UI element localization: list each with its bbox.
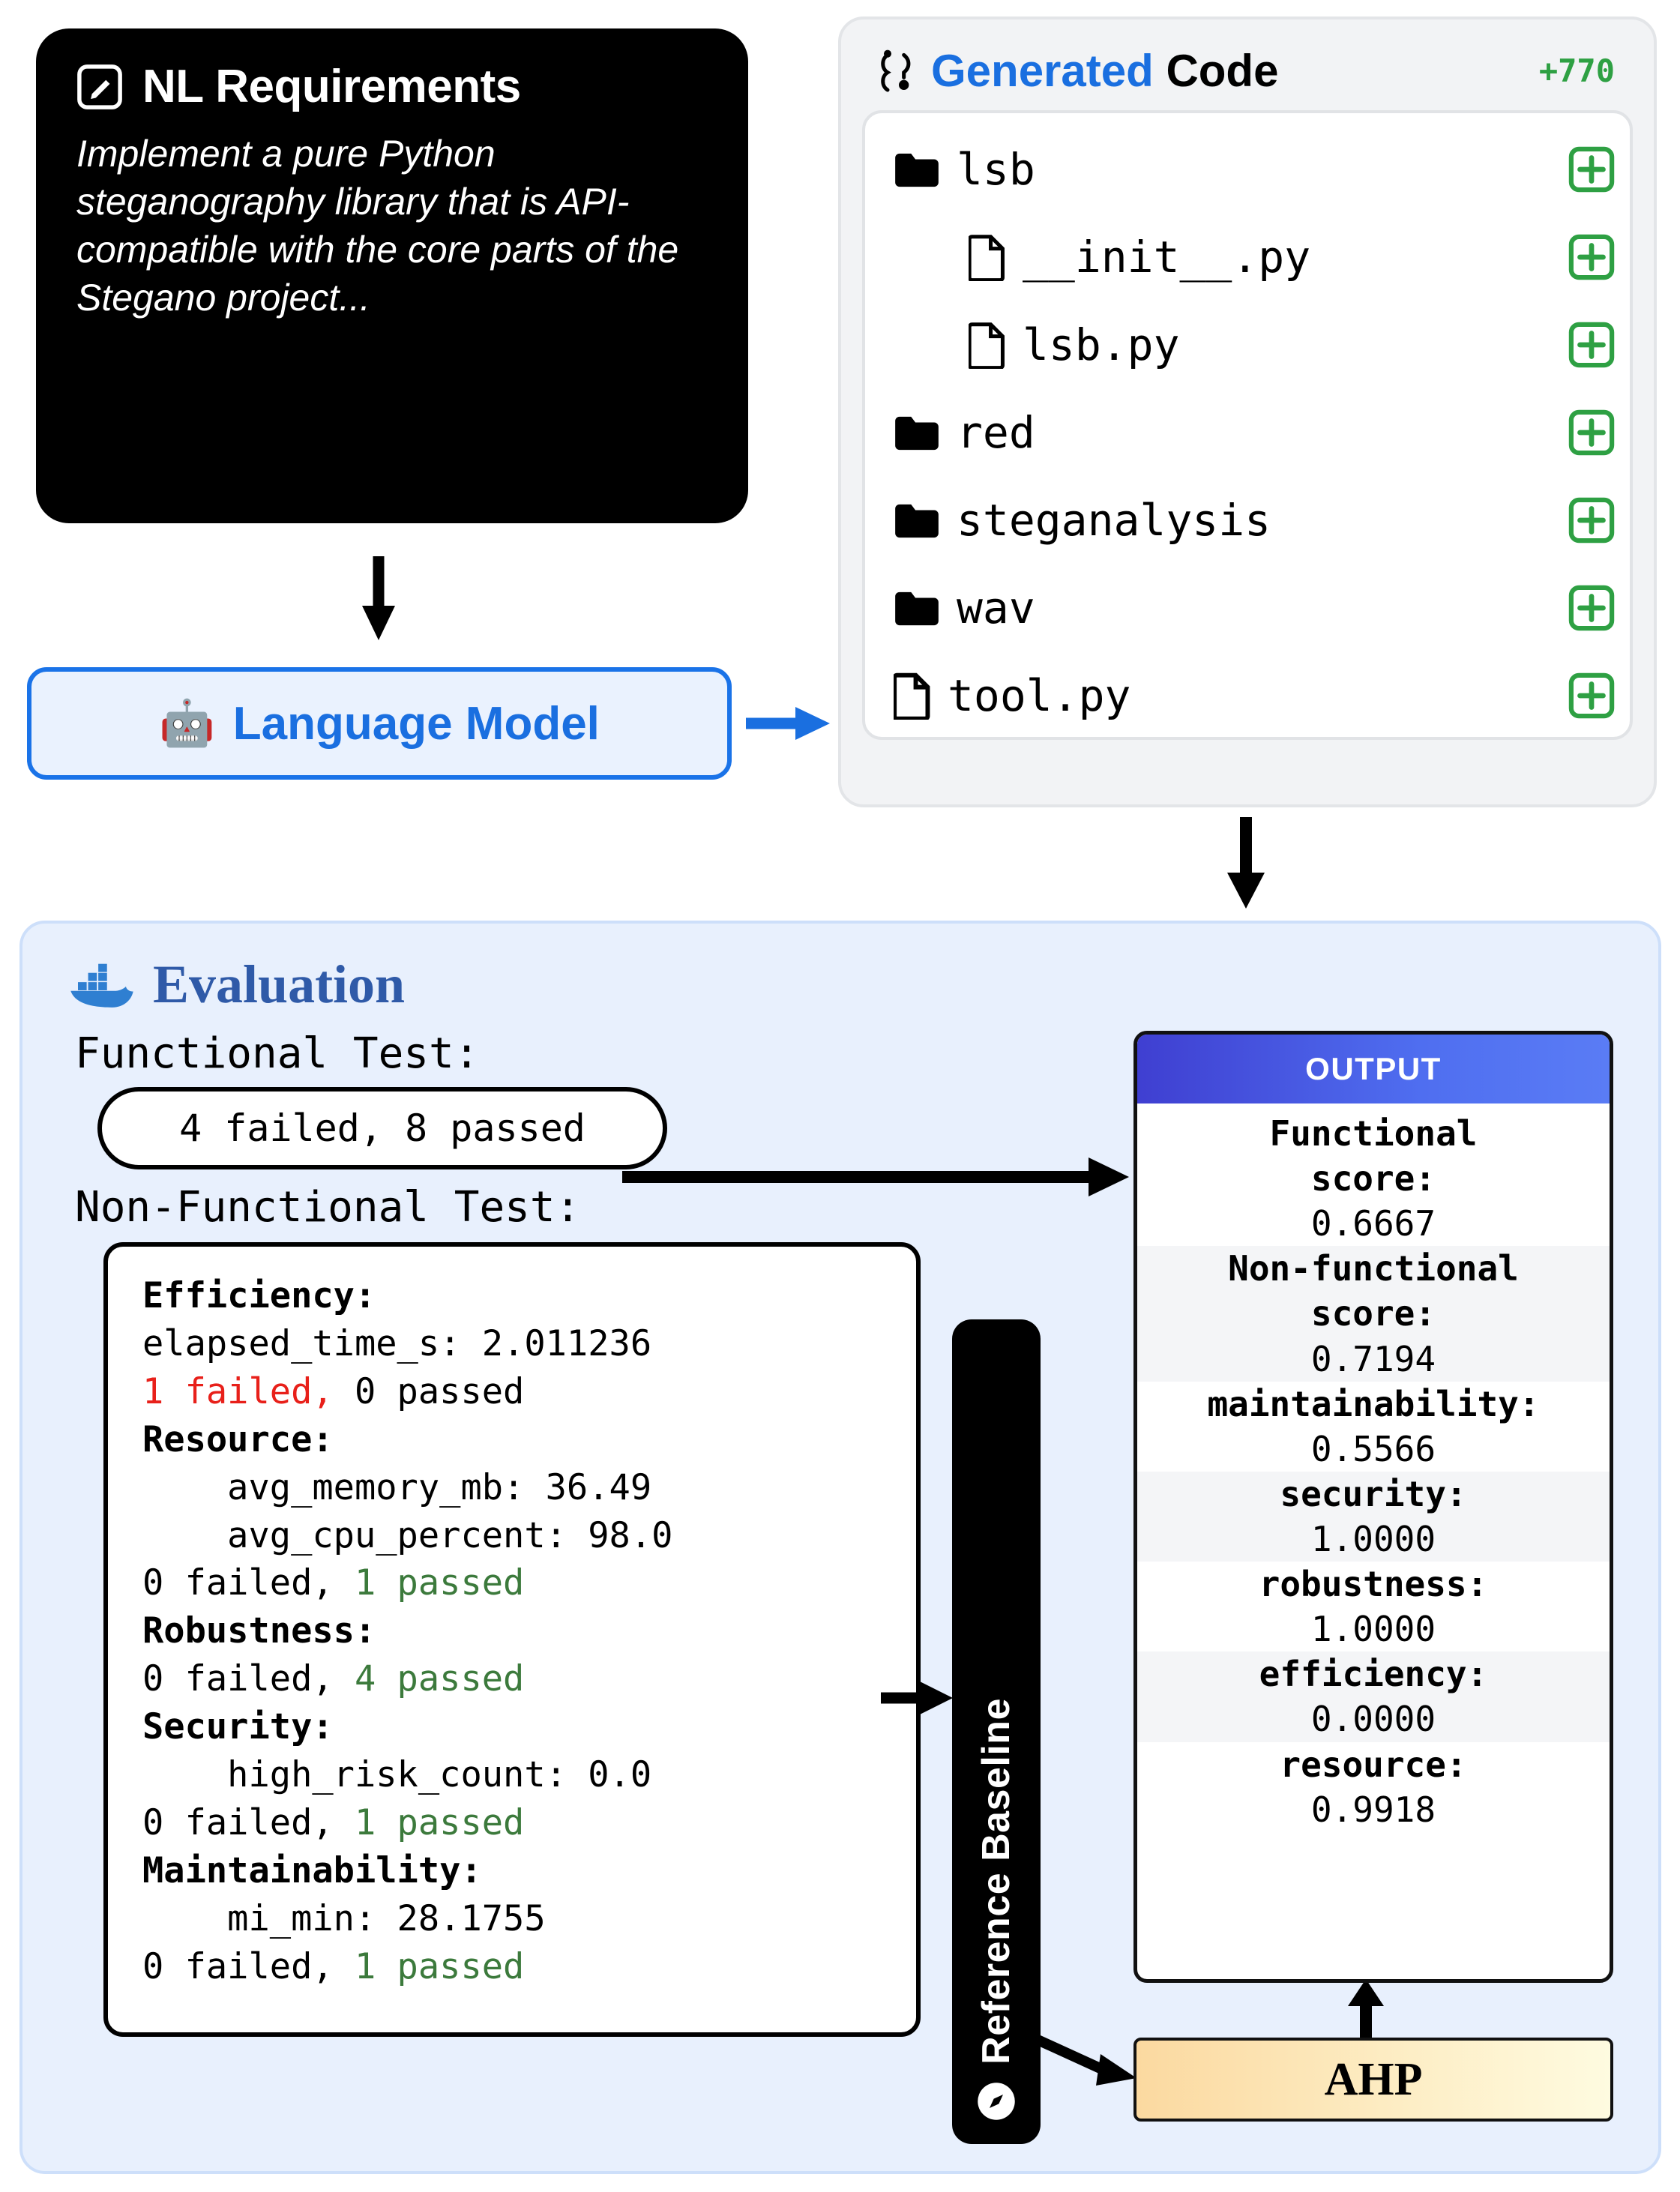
file-icon	[969, 233, 1006, 281]
add-file-icon[interactable]	[1568, 409, 1615, 456]
diff-count-badge: +770	[1538, 52, 1615, 89]
arrow-code-to-evaluation-icon	[1216, 817, 1276, 915]
nf-line: mi_min: 28.1755	[142, 1897, 546, 1939]
nf-failed-count: 0 failed,	[142, 1658, 355, 1700]
folder-icon	[894, 502, 940, 539]
folder-icon	[894, 414, 940, 451]
output-value: 0.6667	[1310, 1203, 1436, 1244]
arrow-ahp-to-output-icon	[1336, 1979, 1396, 2047]
language-model-box[interactable]	[27, 667, 732, 780]
add-file-icon[interactable]	[1568, 234, 1615, 280]
output-card	[1133, 1031, 1613, 1983]
nl-requirements-title: NL Requirements	[142, 61, 521, 112]
nf-failed-count: 0 failed,	[142, 1801, 355, 1843]
generated-code-header	[862, 39, 1633, 110]
file-name: lsb.py	[1023, 319, 1180, 370]
add-file-icon[interactable]	[1568, 497, 1615, 544]
file-icon	[894, 672, 931, 720]
nf-line	[142, 1368, 886, 1416]
file-tree	[862, 110, 1633, 740]
functional-test-result-text: 4 failed, 8 passed	[179, 1106, 585, 1150]
ahp-label: AHP	[1324, 2053, 1423, 2105]
nf-line: Robustness:	[142, 1610, 376, 1652]
nf-line: avg_memory_mb: 36.49	[142, 1466, 652, 1508]
add-file-icon[interactable]	[1568, 672, 1615, 719]
nf-line: elapsed_time_s: 2.011236	[142, 1322, 652, 1364]
arrow-baseline-to-ahp-icon	[1036, 2024, 1141, 2099]
file-name: red	[957, 406, 1035, 458]
nf-passed-count: 0 passed	[333, 1370, 525, 1412]
output-value: 0.0000	[1137, 1696, 1610, 1741]
nf-passed-count: 4 passed	[354, 1658, 525, 1700]
list-item[interactable]	[880, 388, 1615, 476]
reference-baseline-bar	[952, 1319, 1041, 2144]
nf-failed-count: 0 failed,	[142, 1945, 355, 1987]
nl-requirements-card	[36, 28, 748, 523]
nf-line	[142, 1799, 886, 1847]
output-key: Non-functional	[1137, 1246, 1610, 1291]
generated-code-title-primary: Generated	[931, 46, 1154, 96]
list-item[interactable]	[880, 213, 1615, 301]
branch-icon	[876, 49, 915, 94]
nl-requirements-text: Implement a pure Python steganography library that is API-compatible with the core parts of the Stegano project...	[76, 133, 679, 319]
output-header: OUTPUT	[1137, 1035, 1610, 1103]
nf-line	[142, 1655, 886, 1703]
list-item[interactable]	[880, 301, 1615, 388]
output-key: score:	[1137, 1291, 1610, 1336]
file-name: wav	[957, 582, 1035, 633]
functional-test-label: Functional Test:	[75, 1029, 480, 1078]
nonfunctional-test-results	[103, 1242, 921, 2037]
nf-failed-count: 0 failed,	[142, 1562, 355, 1604]
list-item[interactable]	[880, 564, 1615, 651]
arrow-nonfunctional-to-baseline-icon	[881, 1672, 956, 1724]
output-value: 1.0000	[1310, 1609, 1436, 1650]
output-key: robustness:	[1259, 1564, 1488, 1605]
nf-line: avg_cpu_percent: 98.0	[142, 1514, 673, 1556]
generated-code-title-secondary: Code	[1166, 46, 1279, 96]
add-file-icon[interactable]	[1568, 322, 1615, 368]
folder-icon	[894, 589, 940, 627]
arrow-model-to-code-icon	[746, 697, 836, 750]
output-key: score:	[1310, 1158, 1436, 1199]
generated-code-panel	[838, 16, 1657, 807]
edit-square-icon	[76, 64, 123, 110]
file-name: tool.py	[948, 669, 1131, 721]
output-key: efficiency:	[1137, 1651, 1610, 1696]
ahp-box	[1133, 2038, 1613, 2122]
functional-test-result	[97, 1087, 667, 1169]
output-key: Functional	[1269, 1113, 1478, 1154]
file-name: __init__.py	[1023, 231, 1311, 283]
docker-icon	[69, 962, 133, 1008]
add-file-icon[interactable]	[1568, 585, 1615, 631]
generated-code-title	[931, 45, 1278, 97]
nf-line: Efficiency:	[142, 1275, 376, 1316]
file-name: lsb	[957, 143, 1035, 195]
nf-passed-count: 1 passed	[354, 1945, 525, 1987]
nf-line: Resource:	[142, 1418, 334, 1460]
nf-line	[142, 1943, 886, 1991]
compass-icon	[976, 2081, 1017, 2122]
output-key: security:	[1137, 1472, 1610, 1517]
list-item[interactable]	[880, 125, 1615, 213]
evaluation-header	[69, 954, 1628, 1016]
arrow-functional-to-output-icon	[622, 1147, 1132, 1207]
list-item[interactable]	[880, 651, 1615, 739]
robot-icon: 🤖	[159, 698, 215, 748]
folder-icon	[894, 151, 940, 188]
arrow-nl-to-model-icon	[352, 556, 405, 646]
nonfunctional-test-label: Non-Functional Test:	[75, 1183, 581, 1232]
nf-failed-count: 1 failed,	[142, 1370, 334, 1412]
output-value: 0.9918	[1310, 1789, 1436, 1830]
nf-line: high_risk_count: 0.0	[142, 1754, 652, 1796]
output-key: maintainability:	[1207, 1383, 1540, 1424]
output-value: 0.5566	[1310, 1428, 1436, 1469]
output-value: 1.0000	[1137, 1517, 1610, 1562]
nf-line: Maintainability:	[142, 1849, 482, 1891]
add-file-icon[interactable]	[1568, 146, 1615, 193]
file-name: steganalysis	[957, 494, 1271, 546]
list-item[interactable]	[880, 476, 1615, 564]
nf-line	[142, 1559, 886, 1607]
nf-passed-count: 1 passed	[354, 1801, 525, 1843]
evaluation-title: Evaluation	[153, 954, 406, 1014]
nf-passed-count: 1 passed	[354, 1562, 525, 1604]
output-value: 0.7194	[1137, 1337, 1610, 1382]
output-key: resource:	[1280, 1744, 1467, 1785]
language-model-label: Language Model	[232, 697, 600, 750]
nf-line: Security:	[142, 1706, 334, 1748]
nl-requirements-header	[76, 60, 708, 113]
output-body	[1137, 1103, 1610, 1832]
file-icon	[969, 321, 1006, 369]
reference-baseline-label: Reference Baseline	[975, 1698, 1018, 2065]
